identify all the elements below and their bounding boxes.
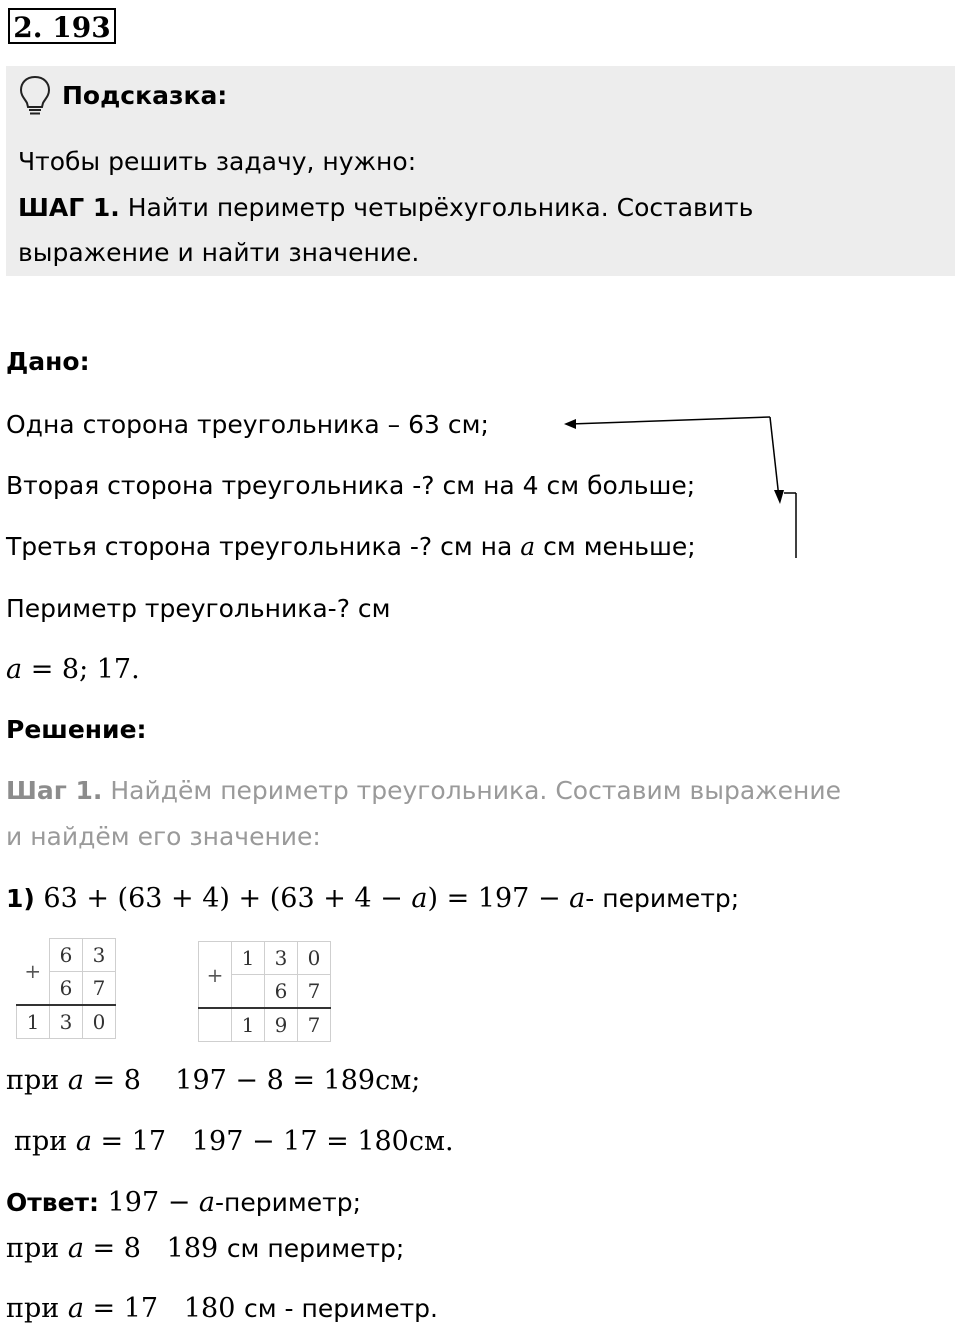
answer-tail: см - периметр. [243, 1294, 438, 1323]
calc-cell [232, 975, 265, 1009]
calc-cell: 1 [232, 942, 265, 975]
case-a-8 [6, 1064, 420, 1098]
equation-number: 1) [6, 884, 35, 913]
calc-cell: 6 [50, 939, 83, 972]
variable-a: a [67, 1293, 84, 1324]
variable-a: a [67, 1233, 84, 1264]
answer-line-2 [6, 1232, 404, 1266]
calc-cell [199, 1008, 232, 1042]
task-number: 2. 193 [8, 8, 116, 44]
case-a-17 [14, 1125, 454, 1159]
hint-step-text-cont: выражение и найти значение. [18, 238, 420, 267]
hint-step [18, 192, 753, 224]
answer-expression: 197 − [99, 1187, 199, 1218]
given-line-2: Вторая сторона треугольника -? см на 4 см больше; [6, 471, 696, 500]
plus-sign: + [24, 959, 42, 984]
calc-cell: 7 [83, 972, 116, 1006]
equation-1 [6, 882, 739, 916]
answer-line-1 [6, 1186, 361, 1220]
case-equation: = 8 197 − 8 = 189см; [83, 1065, 421, 1096]
calc-cell: 6 [265, 975, 298, 1009]
calc-cell: 0 [83, 1005, 116, 1039]
given-line-1: Одна сторона треугольника – 63 см; [6, 410, 489, 439]
calc-cell: 1 [232, 1008, 265, 1042]
case-prefix: при [6, 1065, 68, 1096]
given-title: Дано: [6, 347, 90, 376]
variable-a: a [411, 883, 428, 914]
calc-cell: 3 [83, 939, 116, 972]
calc-cell: 6 [50, 972, 83, 1006]
column-addition-1 [16, 938, 116, 1039]
answer-value: = 17 180 [83, 1293, 244, 1324]
variable-a: a [569, 883, 586, 914]
equation-result: ) = 197 − [427, 883, 570, 914]
given-line-3a: Третья сторона треугольника -? см на [6, 532, 521, 561]
case-equation: = 17 197 − 17 = 180см. [91, 1126, 454, 1157]
calc-cell: 9 [265, 1008, 298, 1042]
hint-line: Чтобы решить задачу, нужно: [18, 147, 417, 176]
answer-label: Ответ: [6, 1188, 100, 1217]
calc-cell: 3 [265, 942, 298, 975]
variable-a: a [198, 1187, 216, 1218]
variable-a: a [67, 1065, 84, 1096]
calc-cell: 7 [298, 975, 331, 1009]
arrow-connector [560, 410, 810, 560]
solution-step-text-cont: и найдём его значение: [6, 822, 321, 851]
hint-step-label: ШАГ 1. [18, 193, 120, 222]
given-line-5 [6, 653, 140, 687]
equation-expression: 63 + (63 + 4) + (63 + 4 − [34, 883, 412, 914]
given-line-4: Периметр треугольника-? см [6, 594, 391, 623]
given-line-3b: см меньше; [535, 532, 696, 561]
answer-line-3 [6, 1292, 438, 1326]
equation-tail: - периметр; [585, 884, 740, 913]
case-prefix: при [14, 1126, 76, 1157]
variable-a: a [75, 1126, 92, 1157]
given-values: = 8; 17. [22, 654, 140, 685]
variable-a: a [520, 532, 536, 561]
answer-value: = 8 189 [83, 1233, 227, 1264]
solution-step [6, 775, 841, 807]
solution-step-label: Шаг 1. [6, 776, 103, 805]
answer-prefix: при [6, 1233, 68, 1264]
variable-a: a [6, 654, 23, 685]
lightbulb-icon [18, 74, 52, 116]
answer-prefix: при [6, 1293, 68, 1324]
calc-cell: 3 [50, 1005, 83, 1039]
hint-step-text: Найти периметр четырёхугольника. Составить [119, 193, 754, 222]
solution-title: Решение: [6, 715, 147, 744]
answer-tail: см периметр; [226, 1234, 405, 1263]
plus-sign: + [199, 942, 232, 1009]
calc-cell: 7 [298, 1008, 331, 1042]
calc-cell: 1 [17, 1005, 50, 1039]
solution-step-text: Найдём периметр треугольника. Составим выражение [102, 776, 842, 805]
calc-cell: 0 [298, 942, 331, 975]
hint-title: Подсказка: [62, 81, 228, 110]
column-addition-2 [198, 941, 331, 1042]
answer-tail: -периметр; [215, 1188, 361, 1217]
